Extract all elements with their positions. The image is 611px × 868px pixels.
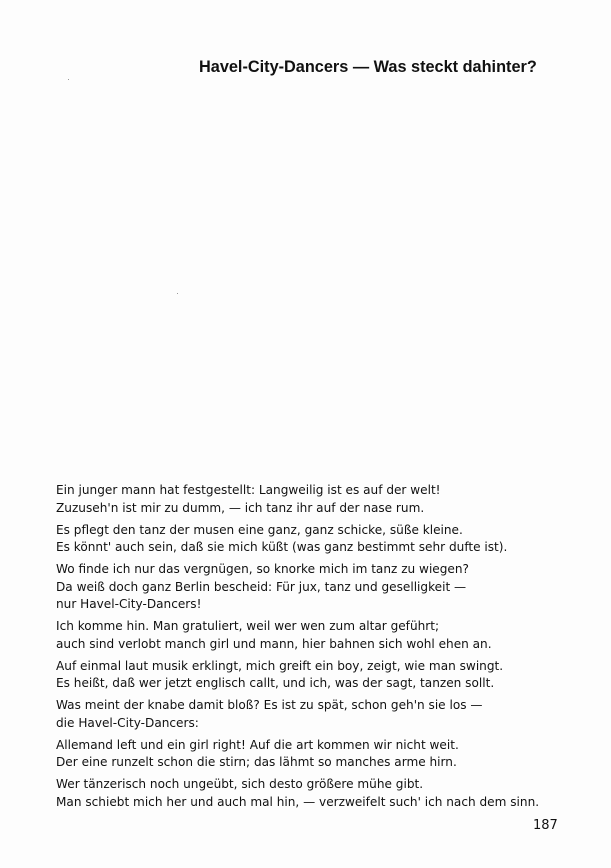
poem-line: Wo finde ich nur das vergnügen, so knorke mich im tanz zu wiegen? <box>56 562 469 576</box>
poem-line: Ein junger mann hat festgestellt: Langweilig ist es auf der welt! <box>56 483 441 497</box>
poem-stanza <box>56 561 576 614</box>
page-title: Havel-City-Dancers — Was steckt dahinter? <box>199 58 537 76</box>
poem-line: Wer tänzerisch noch ungeübt, sich desto größere mühe gibt. <box>56 777 424 791</box>
poem-line: Allemand left und ein girl right! Auf die art kommen wir nicht weit. <box>56 737 459 752</box>
poem-stanza <box>56 776 576 811</box>
scan-speck <box>68 79 69 80</box>
poem-line: auch sind verlobt manch girl und mann, hier bahnen sich wohl ehen an. <box>56 636 492 651</box>
scan-speck <box>177 293 178 294</box>
poem-stanza <box>56 658 576 693</box>
poem-line: Zuzuseh'n ist mir zu dumm, — ich tanz ihr auf der nase rum. <box>56 500 425 515</box>
poem-stanza <box>56 618 576 653</box>
poem-body <box>56 482 576 816</box>
poem-line: nur Havel-City-Dancers! <box>56 597 202 611</box>
poem-line: Es pflegt den tanz der musen eine ganz, ganz schicke, süße kleine. <box>56 522 463 537</box>
poem-line: die Havel-City-Dancers: <box>56 715 199 730</box>
poem-line: Da weiß doch ganz Berlin bescheid: Für jux, tanz und geselligkeit — <box>56 579 467 594</box>
poem-line: Es könnt' auch sein, daß sie mich küßt (was ganz bestimmt sehr dufte ist). <box>56 540 508 554</box>
poem-stanza <box>56 522 576 557</box>
poem-line: Ich komme hin. Man gratuliert, weil wer wen zum altar geführt; <box>56 619 440 633</box>
poem-stanza <box>56 737 576 772</box>
page-number: 187 <box>533 818 558 833</box>
poem-line: Der eine runzelt schon die stirn; das lähmt so manches arme hirn. <box>56 755 457 769</box>
poem-stanza <box>56 697 576 732</box>
poem-stanza <box>56 482 576 517</box>
poem-line: Auf einmal laut musik erklingt, mich greift ein boy, zeigt, wie man swingt. <box>56 658 504 673</box>
poem-line: Man schiebt mich her und auch mal hin, — verzweifelt such' ich nach dem sinn. <box>56 794 540 809</box>
poem-line: Was meint der knabe damit bloß? Es ist zu spät, schon geh'n sie los — <box>56 698 483 712</box>
poem-line: Es heißt, daß wer jetzt englisch callt, und ich, was der sagt, tanzen sollt. <box>56 676 495 690</box>
